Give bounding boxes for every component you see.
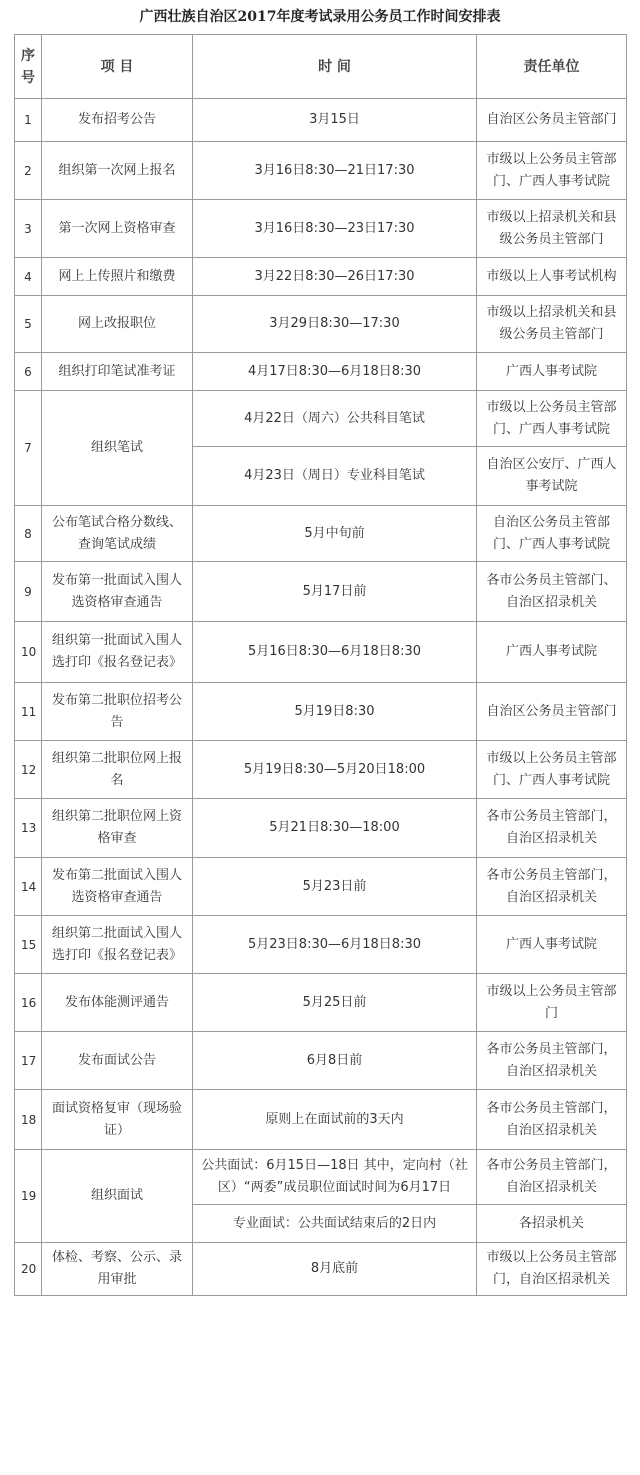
table-row [15,916,627,974]
table-row [15,683,627,741]
row-seq: 20 [15,1243,42,1296]
table-row [15,99,627,142]
row-time: 5月21日8:30—18:00 [193,799,477,858]
row-item: 发布招考公告 [42,99,193,142]
row-time: 5月中旬前 [193,506,477,562]
header-row [15,35,627,99]
table-row [15,1090,627,1150]
row-time: 6月8日前 [193,1032,477,1090]
row-seq: 1 [15,99,42,142]
row-unit: 市级以上招录机关和县级公务员主管部门 [477,200,627,258]
schedule-table [14,34,627,1296]
table-row [15,258,627,296]
row-item: 体检、考察、公示、录用审批 [42,1243,193,1296]
row-time: 4月22日（周六）公共科目笔试 [193,391,477,447]
row-item: 组织笔试 [42,391,193,506]
row-item: 组织面试 [42,1150,193,1243]
row-item: 组织第一批面试入围人选打印《报名登记表》 [42,622,193,683]
row-unit: 市级以上公务员主管部门、广西人事考试院 [477,391,627,447]
row-unit: 各市公务员主管部门、自治区招录机关 [477,562,627,622]
row-unit: 各市公务员主管部门，自治区招录机关 [477,1090,627,1150]
row-seq: 5 [15,296,42,353]
row-time: 4月17日8:30—6月18日8:30 [193,353,477,391]
row-seq: 19 [15,1150,42,1243]
row-seq: 8 [15,506,42,562]
row-unit: 自治区公安厅、广西人事考试院 [477,447,627,506]
row-unit: 各市公务员主管部门，自治区招录机关 [477,1150,627,1205]
row-item: 组织打印笔试准考证 [42,353,193,391]
row-unit: 各市公务员主管部门，自治区招录机关 [477,1032,627,1090]
row-item: 发布第二批职位招考公告 [42,683,193,741]
row-item: 发布面试公告 [42,1032,193,1090]
header-unit: 责任单位 [477,35,627,99]
row-time: 5月17日前 [193,562,477,622]
row-time: 5月19日8:30 [193,683,477,741]
row-unit: 广西人事考试院 [477,353,627,391]
row-seq: 14 [15,858,42,916]
table-row [15,799,627,858]
row-seq: 18 [15,1090,42,1150]
row-seq: 2 [15,142,42,200]
row-unit: 市级以上公务员主管部门、广西人事考试院 [477,142,627,200]
row-unit: 市级以上公务员主管部门，自治区招录机关 [477,1243,627,1296]
row-seq: 9 [15,562,42,622]
row-item: 组织第二批职位网上资格审查 [42,799,193,858]
row-time: 原则上在面试前的3天内 [193,1090,477,1150]
row-time: 3月16日8:30—21日17:30 [193,142,477,200]
row-seq: 13 [15,799,42,858]
table-row [15,353,627,391]
row-time: 3月29日8:30—17:30 [193,296,477,353]
row-unit: 自治区公务员主管部门、广西人事考试院 [477,506,627,562]
table-row [15,622,627,683]
table-row [15,741,627,799]
row-unit: 市级以上人事考试机构 [477,258,627,296]
row-seq: 7 [15,391,42,506]
table-row [15,1243,627,1296]
table-row [15,142,627,200]
header-seq: 序号 [15,35,42,99]
row-time: 3月16日8:30—23日17:30 [193,200,477,258]
row-unit: 各市公务员主管部门，自治区招录机关 [477,858,627,916]
row-time: 5月23日前 [193,858,477,916]
row-time: 3月22日8:30—26日17:30 [193,258,477,296]
table-row [15,1032,627,1090]
row-item: 公布笔试合格分数线、查询笔试成绩 [42,506,193,562]
row-seq: 6 [15,353,42,391]
table-row [15,974,627,1032]
header-time: 时 间 [193,35,477,99]
table-row [15,391,627,447]
row-unit: 广西人事考试院 [477,622,627,683]
row-time: 5月23日8:30—6月18日8:30 [193,916,477,974]
row-item: 组织第二批面试入围人选打印《报名登记表》 [42,916,193,974]
row-seq: 17 [15,1032,42,1090]
row-time: 5月16日8:30—6月18日8:30 [193,622,477,683]
row-item: 组织第一次网上报名 [42,142,193,200]
row-item: 面试资格复审（现场验证） [42,1090,193,1150]
row-item: 第一次网上资格审查 [42,200,193,258]
row-unit: 自治区公务员主管部门 [477,99,627,142]
row-unit: 自治区公务员主管部门 [477,683,627,741]
table-row [15,1150,627,1205]
row-seq: 4 [15,258,42,296]
row-item: 组织第二批职位网上报名 [42,741,193,799]
row-time: 专业面试：公共面试结束后的2日内 [193,1205,477,1243]
table-row [15,296,627,353]
table-row [15,506,627,562]
row-seq: 15 [15,916,42,974]
row-seq: 11 [15,683,42,741]
table-row [15,200,627,258]
row-unit: 市级以上公务员主管部门、广西人事考试院 [477,741,627,799]
row-unit: 市级以上招录机关和县级公务员主管部门 [477,296,627,353]
row-seq: 16 [15,974,42,1032]
row-time: 公共面试：6月15日—18日 其中，定向村（社区）“两委”成员职位面试时间为6月17日 [193,1150,477,1205]
table-row [15,858,627,916]
row-time: 5月19日8:30—5月20日18:00 [193,741,477,799]
row-unit: 广西人事考试院 [477,916,627,974]
row-item: 发布体能测评通告 [42,974,193,1032]
row-item: 网上改报职位 [42,296,193,353]
row-time: 3月15日 [193,99,477,142]
row-time: 8月底前 [193,1243,477,1296]
row-seq: 3 [15,200,42,258]
row-unit: 各市公务员主管部门，自治区招录机关 [477,799,627,858]
row-item: 发布第一批面试入围人选资格审查通告 [42,562,193,622]
header-item: 项 目 [42,35,193,99]
page-title: 广西壮族自治区2017年度考试录用公务员工作时间安排表 [139,9,501,25]
row-time: 5月25日前 [193,974,477,1032]
row-item: 网上上传照片和缴费 [42,258,193,296]
row-item: 发布第二批面试入围人选资格审查通告 [42,858,193,916]
row-seq: 12 [15,741,42,799]
row-unit: 市级以上公务员主管部门 [477,974,627,1032]
row-unit: 各招录机关 [477,1205,627,1243]
table-row [15,562,627,622]
row-seq: 10 [15,622,42,683]
row-time: 4月23日（周日）专业科目笔试 [193,447,477,506]
